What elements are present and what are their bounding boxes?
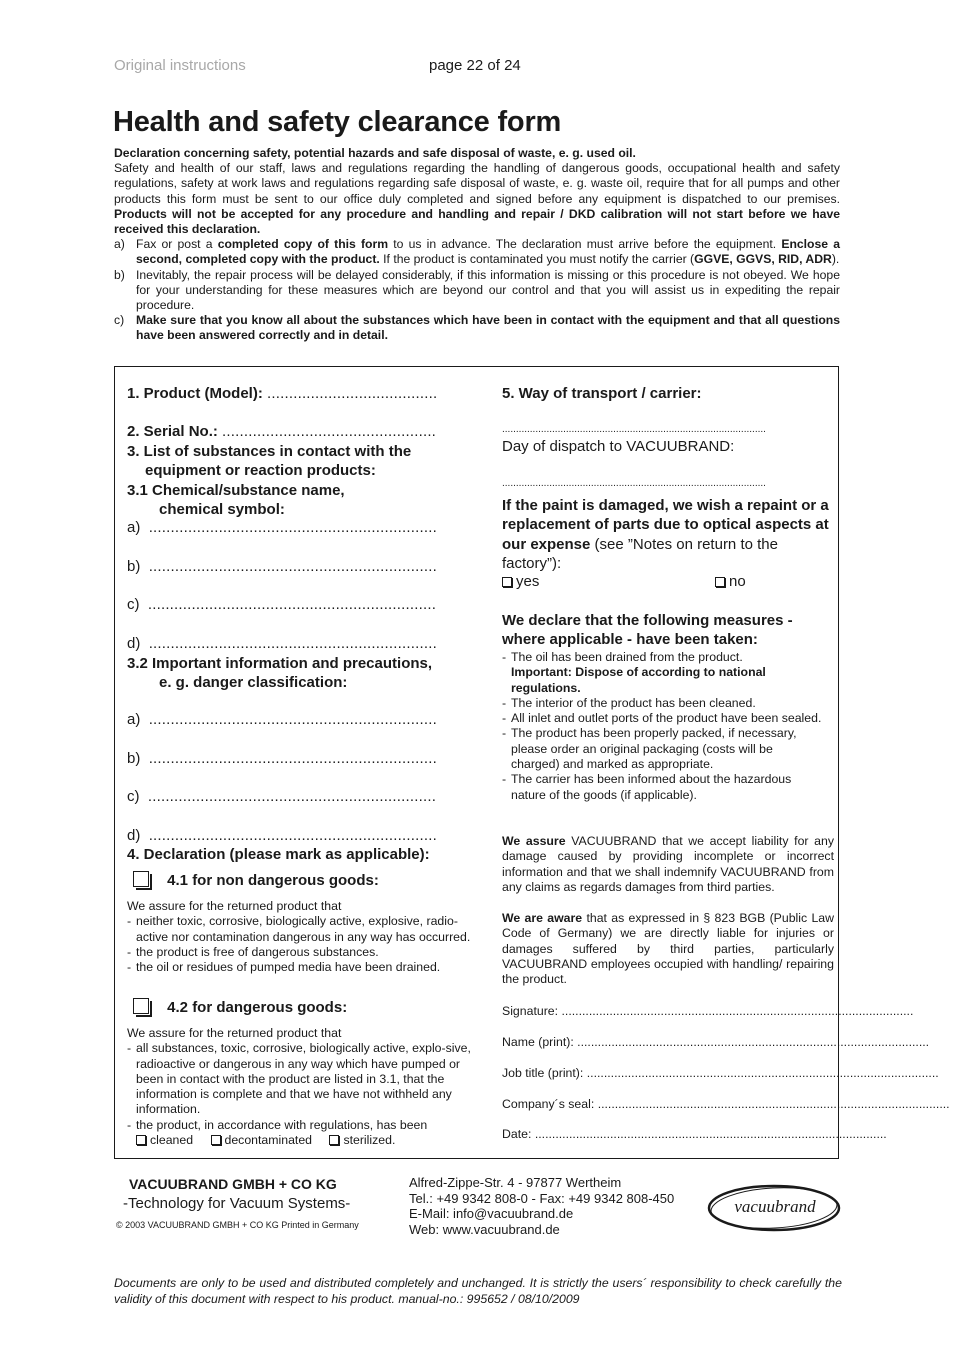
info-row-d[interactable]: d) ..................................................................	[127, 827, 437, 844]
page-number: page 22 of 24	[429, 57, 521, 74]
paint-no-option[interactable]: no	[715, 573, 746, 590]
paint-question: If the paint is damaged, we wish a repaint or a replacement of parts due to optical aspects at our expense (see ”Notes on return to the factory”):	[502, 497, 829, 572]
intro-item-b: b) Inevitably, the repair process will be delayed considerably, if this information is missing or this procedure is not obeyed. We hope for your understanding for these measures which are beyond our control and that you will assist us in expediting the repair procedure.	[114, 267, 840, 313]
dispatch-field[interactable]: ...............................................................................................	[502, 478, 766, 489]
precautions-heading: 3.2 Important information and precautions, e. g. danger classification:	[127, 655, 433, 692]
signature-field[interactable]: Signature: .......................................................................................................	[502, 1004, 914, 1018]
company-name: VACUUBRAND GMBH + CO KG	[129, 1176, 337, 1192]
decontaminated-option[interactable]: decontaminated	[211, 1133, 313, 1147]
contact-block: Alfred-Zippe-Str. 4 - 97877 Wertheim Tel.: +49 9342 808-0 - Fax: +49 9342 808-450 E-Mail: info@vacuubrand.de Web: www.vacuubrand.de	[409, 1175, 675, 1237]
transport-field[interactable]: ...............................................................................................	[502, 424, 766, 435]
assure-paragraph: We assure VACUUBRAND that we accept liability for any damage caused by providing incomplete or incorrect information and that we shall indemnify VACUUBRAND from any claims as regards damages from third parties.	[502, 834, 835, 894]
checkbox-icon[interactable]	[133, 998, 149, 1014]
info-row-c[interactable]: c) ..................................................................	[127, 788, 437, 805]
checkbox-icon[interactable]	[502, 577, 512, 587]
vacuubrand-logo	[707, 1184, 841, 1232]
intro-item-a: a) Fax or post a completed copy of this form to us in advance. The declaration must arrive before the equipment. Enclose a second, completed copy with the product. If the product is contaminated you must notify the carrier (GGVE, GGVS, RID, ADR).	[114, 237, 841, 267]
intro-paragraph: Safety and health of our staff, laws and regulations regarding the handling of dangerous goods, occupational health and safety regulations, safety at work laws and regulations regarding safe disposal of waste, e. g. waste oil, require that for all pumps and other products this form must be sent to our office duly completed and signed before any equipment is dispatched to our premises. Products will not be accepted for any procedure and handling and repair / DKD calibration will not start before we have received this declaration.	[114, 161, 840, 237]
measures-heading: We declare that the following measures - where applicable - have been taken:	[502, 612, 793, 649]
sterilized-option[interactable]: sterilized.	[329, 1133, 395, 1147]
checkbox-icon[interactable]	[715, 577, 725, 587]
name-print-field[interactable]: Name (print): .......................................................................................................	[502, 1035, 930, 1049]
company-seal-field[interactable]: Company´s seal: .......................................................................................................	[502, 1097, 950, 1111]
intro-block	[114, 146, 840, 344]
chem-row-b[interactable]: b) ..................................................................	[127, 558, 437, 575]
product-model-field[interactable]: 1. Product (Model): .......................................	[127, 385, 438, 402]
paint-yes-option[interactable]: yes	[502, 573, 539, 590]
dispatch-label: Day of dispatch to VACUUBRAND:	[502, 438, 735, 455]
checkbox-icon[interactable]	[136, 1135, 146, 1145]
page-title: Health and safety clearance form	[113, 106, 562, 138]
declaration-heading: Declaration concerning safety, potential hazards and safe disposal of waste, e. g. used oil.	[114, 146, 636, 160]
measures-list: - The oil has been drained from the product. Important: Dispose of according to national regulations. - The interior of the product has been cleaned. - All inlet and outlet ports of the product have been sealed. - The product has been properly packed, if necessary, please order an original packaging (costs will be charged) and marked as appropriate. - The carrier has been informed about the hazardous nature of the goods (if applicable).	[502, 650, 822, 802]
serial-no-field[interactable]: 2. Serial No.: .................................................	[127, 423, 437, 440]
company-tagline: -Technology for Vacuum Systems-	[123, 1195, 351, 1212]
info-row-b[interactable]: b) ..................................................................	[127, 750, 437, 767]
checkbox-icon[interactable]	[133, 871, 149, 887]
chem-row-a[interactable]: a) ..................................................................	[127, 519, 437, 536]
info-row-a[interactable]: a) ..................................................................	[127, 711, 437, 728]
footer-notice: Documents are only to be used and distributed completely and unchanged. It is strictly the users´ responsibility to check carefully the validity of this document with respect to his product. manual-no.: 995652 / 08/10/2009	[114, 1276, 842, 1306]
date-field[interactable]: Date: .......................................................................................................	[502, 1127, 887, 1141]
non-dangerous-option[interactable]: 4.1 for non dangerous goods:	[133, 871, 379, 889]
dangerous-option[interactable]: 4.2 for dangerous goods:	[133, 998, 347, 1016]
job-title-field[interactable]: Job title (print): .......................................................................................................	[502, 1066, 939, 1080]
checkbox-icon[interactable]	[211, 1135, 221, 1145]
transport-heading: 5. Way of transport / carrier:	[502, 385, 702, 402]
non-dangerous-text: We assure for the returned product that - neither toxic, corrosive, biologically active, explosive, radio-active nor contamination dangerous in any way has occurred. - the product is free of dangerous substances. - the oil or residues of pumped media have been drained.	[127, 899, 471, 975]
dangerous-text: We assure for the returned product that - all substances, toxic, corrosive, biologically active, explo-sive, radioactive or dangerous in any way which have pumped or been in contact with the product are listed in 3.1, that the information is complete and that we have not withheld any information. - the product, in accordance with regulations, has been cleaned decontaminated sterilized.	[127, 1026, 471, 1148]
checkbox-icon[interactable]	[329, 1135, 339, 1145]
substances-heading: 3. List of substances in contact with the equipment or reaction products: 3.1 Chemical/substance name, chemical symbol:	[127, 443, 412, 518]
intro-item-c: c) Make sure that you know all about the substances which have been in contact with the equipment and that all questions have been answered correctly and in detail.	[114, 313, 840, 343]
svg-text:vacuubrand: vacuubrand	[734, 1197, 816, 1216]
declaration-heading-4: 4. Declaration (please mark as applicable):	[127, 846, 430, 863]
aware-paragraph: We are aware that as expressed in § 823 BGB (Public Law Code of Germany) we are directly liable for injuries or damages suffered by third parties, particularly VACUUBRAND employees occupied with handling/ repairing the product.	[502, 911, 835, 987]
cleaned-option[interactable]: cleaned	[136, 1133, 193, 1147]
chem-row-d[interactable]: d) ..................................................................	[127, 635, 437, 652]
original-instructions-label: Original instructions	[114, 57, 246, 74]
chem-row-c[interactable]: c) ..................................................................	[127, 596, 437, 613]
copyright: © 2003 VACUUBRAND GMBH + CO KG Printed in Germany	[116, 1220, 359, 1230]
